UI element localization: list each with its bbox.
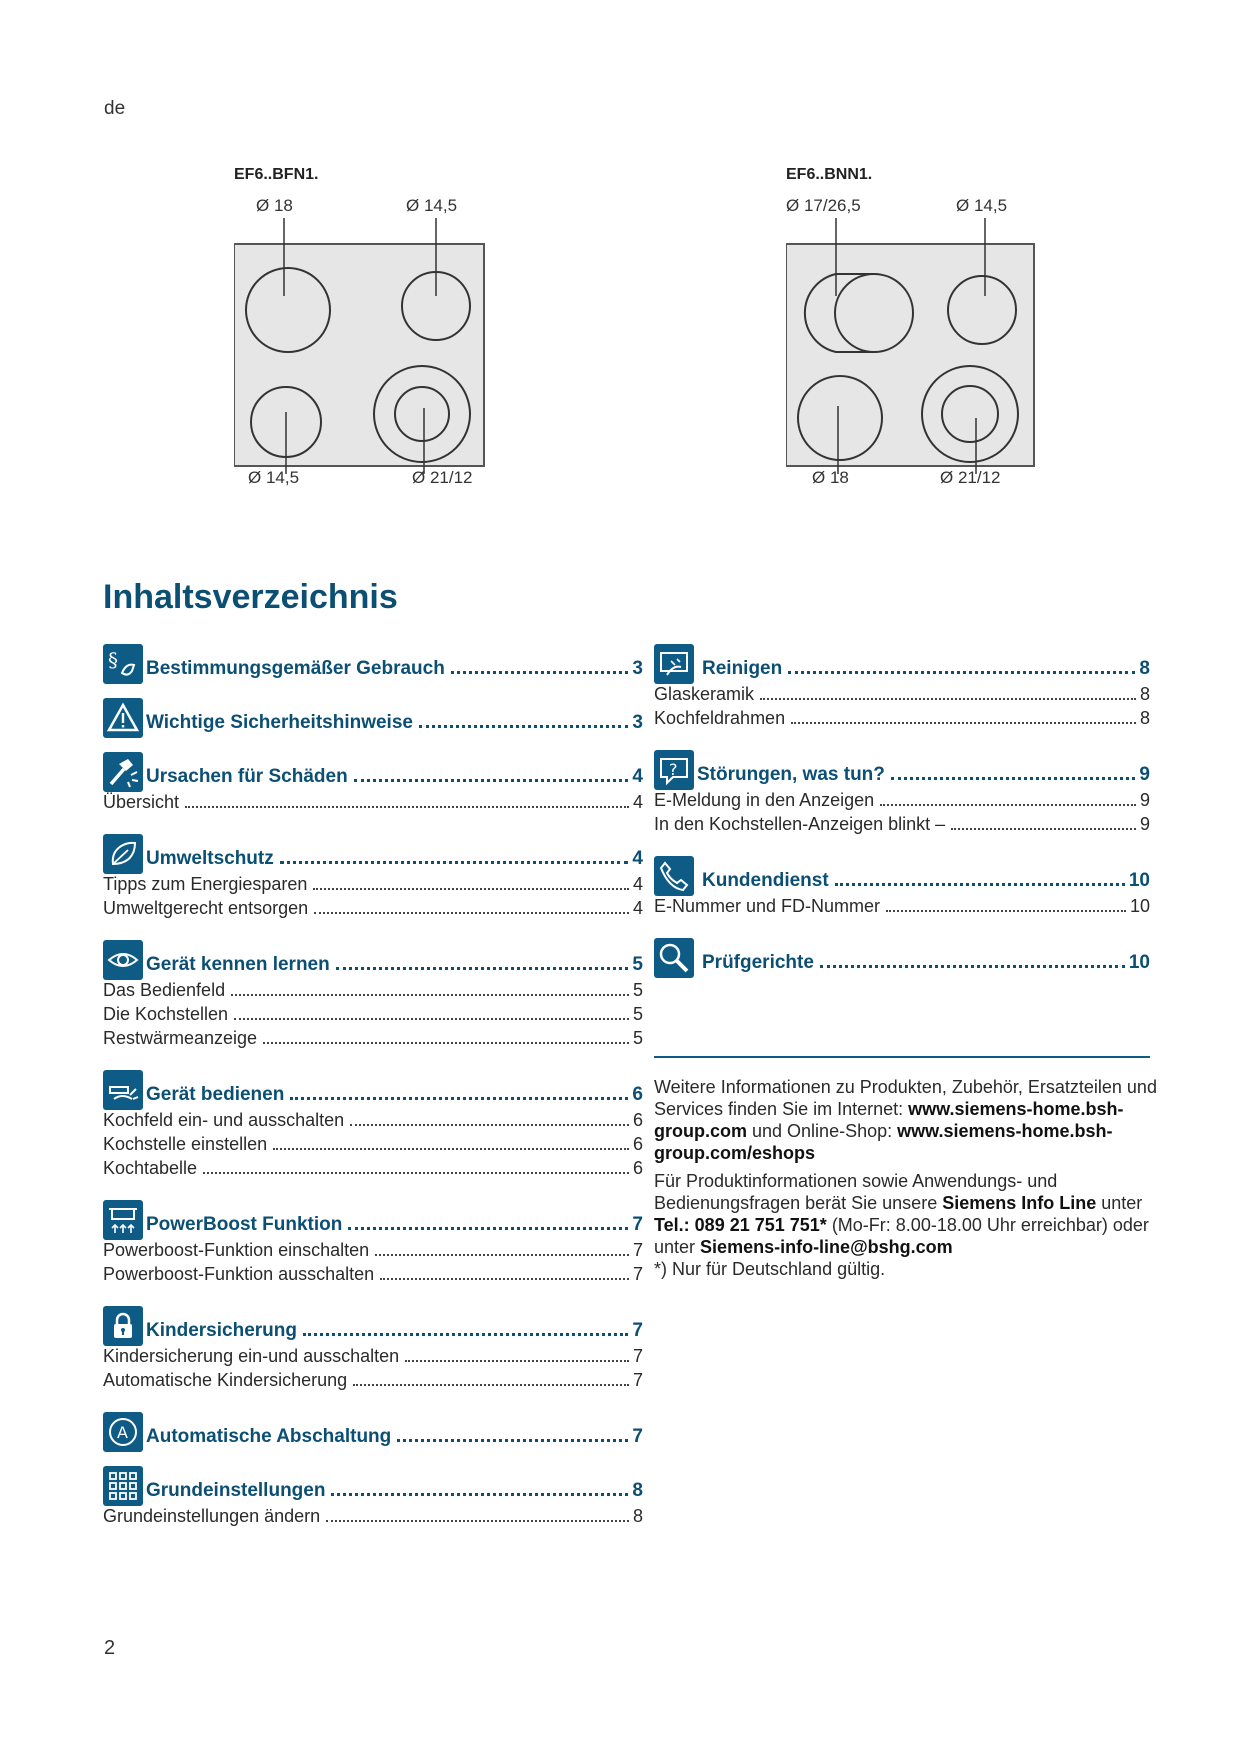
toc-entry-page: 6 [632,1134,643,1154]
info-text: und Online-Shop: [752,1121,893,1141]
paragraph-hand-icon [103,644,143,684]
toc-section-title: Störungen, was tun? [697,764,885,785]
toc-section-title: Umweltschutz [146,848,274,869]
toc-entry-label: Glaskeramik [654,684,755,704]
toc-entry[interactable] [654,708,1150,732]
toc-section[interactable] [103,640,643,684]
phone-number[interactable]: Tel.: 089 21 751 751* [654,1215,827,1235]
toc-page-number: 7 [632,1214,643,1235]
toc-entry-label: Umweltgerecht entsorgen [103,898,309,918]
info-text: (Mo-Fr: 8.00-18.00 Uhr erreichbar) oder unter [654,1215,1149,1257]
hob-layout-drawing [234,218,494,474]
leaf-icon [103,834,143,874]
toc-section[interactable] [103,694,643,738]
website-link[interactable]: www.siemens-home.bsh-group.com [654,1099,1124,1141]
toc-entry[interactable] [103,1346,643,1370]
toc-entry-page: 8 [632,1506,643,1526]
toc-page-number: 4 [632,766,643,787]
eshop-link[interactable]: www.siemens-home.bsh-group.com/eshops [654,1121,1113,1163]
toc-section[interactable] [103,936,643,1052]
toc-page-number: 8 [632,1480,643,1501]
toc-entry-label: In den Kochstellen-Anzeigen blinkt – [654,814,946,834]
toc-page-number: 7 [632,1426,643,1447]
toc-entry-label: Kochtabelle [103,1158,198,1178]
toc-entry-label: Grundeinstellungen ändern [103,1506,321,1526]
powerboost-pot-icon [103,1200,143,1240]
info-text: unter [1101,1193,1143,1213]
svg-text:?: ? [669,760,678,779]
toc-entry-label: Kochfeldrahmen [654,708,786,728]
diagram-model-label: EF6..BNN1. [786,166,873,183]
toc-section[interactable] [103,830,643,922]
toc-entry-page: 8 [1139,708,1150,728]
toc-entry-page: 6 [632,1110,643,1130]
hand-pot-icon [103,1070,143,1110]
toc-entry-label: Kochstelle einstellen [103,1134,268,1154]
toc-section[interactable] [654,746,1150,838]
toc-entry-label: Powerboost-Funktion ausschalten [103,1264,375,1284]
grid-settings-icon [103,1466,143,1506]
toc-section-title: Gerät kennen lernen [146,954,330,975]
eye-icon [103,940,143,980]
toc-section-title: Kindersicherung [146,1320,297,1341]
diagram-bottom-right-label: Ø 21/12 [940,468,1001,487]
diagram-bottom-right-label: Ø 21/12 [412,468,473,487]
toc-page-number: 10 [1128,952,1150,973]
toc-entry-label: Die Kochstellen [103,1004,229,1024]
toc-entry-label: Tipps zum Energiesparen [103,874,308,894]
toc-page-number: 3 [632,712,643,733]
toc-entry-label: Restwärmeanzeige [103,1028,258,1048]
toc-entry-page: 8 [1139,684,1150,704]
info-line-name: Siemens Info Line [942,1193,1097,1213]
toc-entry[interactable] [103,1264,643,1288]
toc-entry-label: Kindersicherung ein-und ausschalten [103,1346,400,1366]
toc-entry-page: 4 [632,874,643,894]
toc-page-number: 5 [632,954,643,975]
cleaning-icon [654,644,694,684]
toc-section[interactable] [103,1408,643,1452]
svg-text:§: § [108,648,118,672]
toc-section-title: Reinigen [702,658,783,679]
toc-section[interactable] [654,640,1150,732]
toc-entry[interactable] [103,898,643,922]
toc-entry[interactable] [103,874,643,898]
diagram-top-left-label: Ø 18 [256,196,293,215]
toc-page-number: 3 [632,658,643,679]
toc-page-number: 9 [1139,764,1150,785]
toc-entry-page: 5 [632,1004,643,1024]
toc-entry-page: 7 [632,1370,643,1390]
toc-section-title: Bestimmungsgemäßer Gebrauch [146,658,445,679]
diagram-bottom-left-label: Ø 14,5 [248,468,300,487]
toc-entry-page: 9 [1139,814,1150,834]
toc-entry-label: Automatische Kindersicherung [103,1370,348,1390]
toc-entry-label: Das Bedienfeld [103,980,226,1000]
language-code: de [104,98,126,119]
toc-section-title: Automatische Abschaltung [146,1426,392,1447]
toc-section-title: Wichtige Sicherheitshinweise [146,712,413,733]
toc-left-column [103,640,643,1530]
toc-section[interactable] [654,934,1150,978]
toc-entry[interactable] [654,814,1150,838]
info-block [654,1076,1174,1286]
toc-entry[interactable] [103,1506,643,1530]
toc-section-title: PowerBoost Funktion [146,1214,343,1235]
toc-section-title: Ursachen für Schäden [146,766,348,787]
toc-entry[interactable] [103,1134,643,1158]
svg-text:A: A [117,1423,128,1442]
toc-page-number: 10 [1128,870,1150,891]
phone-icon [654,856,694,896]
hob-layout-drawing [786,218,1046,474]
toc-page-number: 4 [632,848,643,869]
warning-triangle-icon [103,698,143,738]
toc-entry-page: 6 [632,1158,643,1178]
toc-entry-page: 10 [1129,896,1150,916]
toc-entry[interactable] [654,896,1150,920]
toc-entry[interactable] [103,1028,643,1052]
toc-entry-label: E-Nummer und FD-Nummer [654,896,881,916]
toc-entry[interactable] [103,1370,643,1394]
toc-section-title: Prüfgerichte [702,952,814,973]
toc-section[interactable] [103,1196,643,1288]
toc-entry-page: 4 [632,898,643,918]
toc-entry[interactable] [103,1240,643,1264]
toc-entry[interactable] [654,684,1150,708]
magnifier-icon [654,938,694,978]
toc-entry-page: 5 [632,980,643,1000]
diagram-top-right-label: Ø 14,5 [956,196,1008,215]
hammer-damage-icon [103,752,143,792]
toc-section-title: Grundeinstellungen [146,1480,326,1501]
question-icon [654,750,694,790]
toc-section-title: Gerät bedienen [146,1084,285,1105]
info-text: Weitere Informationen zu Produkten, Zubehör, Ersatzteilen und Services finden Sie im Internet: [654,1077,1157,1119]
toc-section[interactable] [103,1302,643,1394]
toc-entry[interactable] [103,792,643,816]
toc-entry-page: 4 [632,792,643,812]
diagram-top-right-label: Ø 14,5 [406,196,458,215]
toc-section[interactable] [103,1066,643,1182]
toc-entry-page: 9 [1139,790,1150,810]
toc-entry-label: E-Meldung in den Anzeigen [654,790,875,810]
toc-section-title: Kundendienst [702,870,829,891]
toc-page-number: 8 [1139,658,1150,679]
diagram-model-label: EF6..BFN1. [234,166,319,183]
toc-title: Inhaltsverzeichnis [103,578,398,616]
toc-entry[interactable] [654,790,1150,814]
toc-entry-page: 7 [632,1264,643,1284]
diagram-bottom-left-label: Ø 18 [812,468,849,487]
toc-section[interactable] [103,748,643,816]
info-divider [654,1056,1150,1058]
info-text: Für Produktinformationen sowie Anwendungs- und Bedienungsfragen berät Sie unsere [654,1171,1058,1213]
toc-page-number: 7 [632,1320,643,1341]
toc-page-number: 6 [632,1084,643,1105]
toc-entry-page: 7 [632,1240,643,1260]
toc-entry-label: Kochfeld ein- und ausschalten [103,1110,345,1130]
footnote: *) Nur für Deutschland gültig. [654,1259,886,1279]
lock-icon [103,1306,143,1346]
toc-entry-page: 7 [632,1346,643,1366]
diagram-top-left-label: Ø 17/26,5 [786,196,861,215]
toc-entry-page: 5 [632,1028,643,1048]
toc-entry[interactable] [103,1110,643,1134]
email-link[interactable]: Siemens-info-line@bshg.com [700,1237,953,1257]
toc-entry-label: Powerboost-Funktion einschalten [103,1240,370,1260]
auto-off-icon [103,1412,143,1452]
toc-section[interactable] [103,1462,643,1530]
toc-entry-label: Übersicht [103,792,180,812]
toc-entry[interactable] [103,1158,643,1182]
toc-entry[interactable] [103,1004,643,1028]
toc-section[interactable] [654,852,1150,920]
toc-entry[interactable] [103,980,643,1004]
page-number: 2 [104,1637,116,1659]
toc-right-column [654,640,1150,978]
